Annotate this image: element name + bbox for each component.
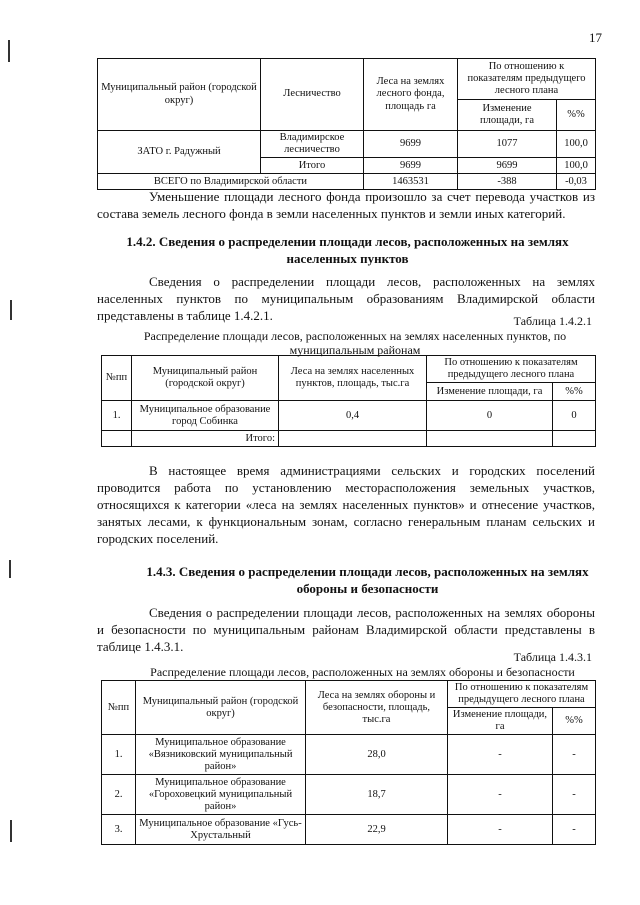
col-pct-header: %% [557,100,596,131]
binding-mark [10,300,12,320]
col-num-header: №пп [102,356,132,401]
table-row: ЗАТО г. Радужный Владимирское лесничество 9699 1077 100,0 [98,131,596,158]
page-number: 17 [589,30,602,45]
table-caption: Распределение площади лесов, расположенных на землях обороны и безопасности [150,665,575,679]
table-row: 2. Муниципальное образование «Гороховецкий муниципальный район» 18,7 - - [102,775,596,815]
col-area-header: Леса на землях населенных пунктов, площадь, тыс.га [279,356,427,401]
col-pct-header: %% [553,383,596,401]
paragraph: Уменьшение площади лесного фонда произошло за счет перевода участков из состава земель лесного фонда в земли населенных пунктов и земли иных категорий. [97,189,595,221]
table-total-row: ВСЕГО по Владимирской области 1463531 -388 -0,03 [98,174,596,190]
col-change-header: Изменение площади, га [427,383,553,401]
col-forestry-header: Лесничество [261,59,364,131]
col-pct-header: %% [553,708,596,735]
col-district-header: Муниципальный район (городской округ) [136,681,306,735]
col-relation-header: По отношению к показателям предыдущего лесного плана [448,681,596,708]
defense-forest-table [101,680,596,845]
col-district-header: Муниципальный район (городской округ) [132,356,279,401]
table-row: Итого 9699 9699 100,0 [98,158,596,174]
table-total-row: Итого: [102,431,596,447]
table-label: Таблица 1.4.2.1 [513,314,592,328]
section-heading-1-4-3: 1.4.3. Сведения о распределении площади лесов, расположенных на землях обороны и безопасности [146,564,589,596]
table-label: Таблица 1.4.3.1 [513,650,592,664]
paragraph: В настоящее время администрациями сельских и городских поселений проводится работа по установлению месторасположения земельных участков, относящихся к категории «леса на землях населенных пунктов» и отнесение участков, занятых лесами, к функциональным зонам, согласно генеральным планам сельских и городских поселений. [97,463,595,546]
paragraph: Сведения о распределении площади лесов, расположенных на землях населенных пунктов по муниципальным образованиям Владимирской области представлены в таблице 1.4.2.1. [97,274,595,323]
col-change-header: Изменение площади, га [448,708,553,735]
table-row: 1. Муниципальное образование «Вязниковский муниципальный район» 28,0 - - [102,735,596,775]
col-relation-header: По отношению к показателям предыдущего лесного плана [427,356,596,383]
binding-mark [9,560,11,578]
table-caption: Распределение площади лесов, расположенных на землях населенных пунктов, по муниципальным районам [143,329,567,357]
table-row: 3. Муниципальное образование «Гусь-Хрустальный 22,9 - - [102,815,596,845]
col-relation-header: По отношению к показателям предыдущего лесного плана [458,59,596,100]
col-forest-area-header: Леса на землях лесного фонда, площадь га [364,59,458,131]
paragraph: Сведения о распределении площади лесов, расположенных на землях обороны и безопасности по муниципальным районам Владимирской области представлены в таблице 1.4.3.1. [97,605,595,654]
forest-fund-table [97,58,596,190]
settlement-forest-table [101,355,596,447]
section-heading-1-4-2: 1.4.2. Сведения о распределении площади лесов, расположенных на землях населенных пунктов [126,234,569,266]
binding-mark [8,40,10,62]
col-district-header: Муниципальный район (городской округ) [98,59,261,131]
col-area-header: Леса на землях обороны и безопасности, площадь, тыс.га [306,681,448,735]
col-change-header: Изменение площади, га [458,100,557,131]
table-row: 1. Муниципальное образование город Собинка 0,4 0 0 [102,401,596,431]
col-num-header: №пп [102,681,136,735]
binding-mark [10,820,12,842]
